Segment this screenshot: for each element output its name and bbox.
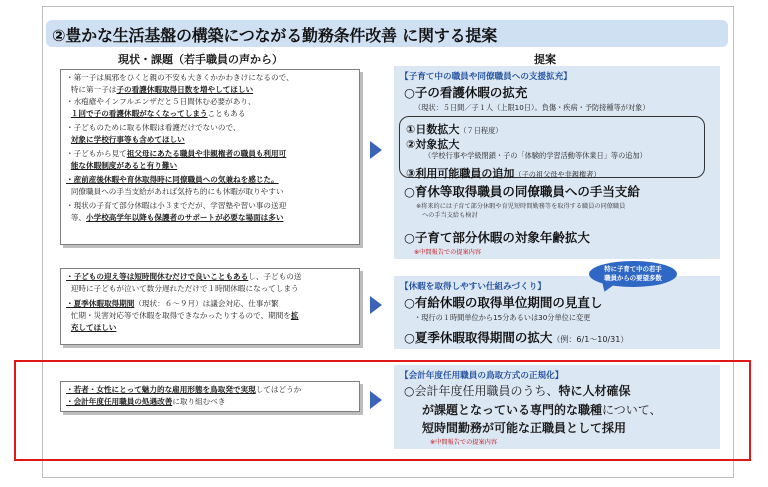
issue-text: ・子どものために取る休暇は看護だけでないので、 bbox=[66, 123, 241, 132]
proposal-item: ○育休等取得職員の同僚職員への手当支給 bbox=[404, 184, 640, 199]
issue-text: 等、 bbox=[70, 213, 87, 222]
proposal-item: ○有給休暇の取得単位期間の見直し bbox=[404, 295, 603, 310]
proposal-item: ○子育て部分休暇の対象年齢拡大 bbox=[404, 230, 590, 245]
issue-text: ・現状の子育て部分休暇は小３までだが、学習塾や習い事の送迎 bbox=[66, 201, 287, 210]
current-issues-box-childcare bbox=[60, 69, 360, 245]
right-column-header: 提案 bbox=[534, 53, 556, 66]
issue-emphasis: 祖父母にあたる職員や非親権者の職員も利用可 bbox=[126, 149, 287, 158]
current-issues-box-leave bbox=[60, 268, 360, 345]
issue-emphasis: １回で子の看護休暇がなくなってしまう bbox=[70, 109, 208, 118]
issue-emphasis: 能な休暇制度があると有り難い bbox=[70, 161, 178, 170]
issue-emphasis: 拡 bbox=[290, 311, 299, 320]
proposal-note: （７日程度） bbox=[459, 126, 503, 135]
proposal-item: ○子の看護休暇の拡充 bbox=[404, 85, 528, 100]
proposal-item: ○夏季休暇取得期間の拡大 bbox=[404, 330, 553, 345]
proposal-header: 【会計年度任用職員の鳥取方式の正規化】 bbox=[400, 371, 564, 381]
proposal-subitem: ③利用可能職員の追加 bbox=[406, 167, 515, 180]
issue-emphasis: 子の看護休暇取得日数を増やしてほしい bbox=[116, 85, 254, 94]
proposal-emphasis: 短時間勤務が可能な正職員として採用 bbox=[422, 421, 627, 435]
callout-text: 職員からの要望多数 bbox=[604, 274, 662, 282]
proposal-note: ・現行の１時間単位から15分あるいは30分単位に変更 bbox=[414, 313, 591, 322]
issue-text: に取り組むべき bbox=[172, 397, 226, 406]
proposal-emphasis: 特に人材確保 bbox=[558, 384, 631, 398]
issue-emphasis: 対象に学校行事等も含めてほしい bbox=[70, 135, 185, 144]
interim-report-note: ※中間報告での提案内容 bbox=[414, 249, 482, 256]
proposal-subitem: ①日数拡大 bbox=[406, 123, 460, 136]
issue-text: 忙期・災害対応等で休暇を取得できなかったりするので、期間を bbox=[70, 311, 291, 320]
proposal-header: 【休暇を取得しやすい仕組みづくり】 bbox=[400, 282, 546, 292]
slide-title: ②豊かな生活基盤の構築につながる勤務条件改善 に関する提案 bbox=[52, 26, 497, 45]
issue-text: し、子どもの送 bbox=[248, 272, 302, 281]
proposal-note: （学校行事や学級閉鎖・子の「体験的学習活動等休業日」等の追加） bbox=[424, 151, 647, 160]
issue-emphasis: ・子どもの迎え等は短時間休むだけで良いこともある bbox=[66, 272, 249, 281]
proposal-emphasis: が課題となっている専門的な職種 bbox=[422, 403, 603, 417]
proposal-text: について、 bbox=[602, 403, 662, 417]
issue-emphasis: ・会計年度任用職員の処遇改善 bbox=[66, 397, 173, 406]
highlight-frame bbox=[14, 360, 751, 461]
proposal-note: （現状：５日間／子１人（上限10日）。負傷・疾病・予防接種等が対象） bbox=[414, 103, 650, 112]
issue-text: してはどうか bbox=[255, 385, 302, 394]
issue-emphasis: ・産前産後休暇や育休取得時に同僚職員への気兼ねを感じた。 bbox=[66, 175, 279, 184]
issue-text: 同僚職員への手当支給があれば気持ち的にも休暇が取りやすい bbox=[70, 187, 284, 196]
issue-text: こともある bbox=[207, 109, 246, 118]
arrow-right-icon bbox=[370, 296, 382, 314]
proposal-subitem: ②対象拡大 bbox=[406, 138, 460, 151]
proposal-header: 【子育て中の職員や同僚職員への支援拡充】 bbox=[400, 72, 572, 82]
issue-text: 迎時に子どもが泣いて数分遅れただけで１時間休暇になってしまう bbox=[70, 284, 299, 293]
issue-text: （現状：６～９月）は議会対応、仕事が繁 bbox=[134, 299, 279, 308]
callout-text: 特に子育て中の若手 bbox=[604, 265, 662, 273]
interim-report-note: ※中間報告での提案内容 bbox=[430, 439, 498, 446]
proposal-note: ※将来的には子育て部分休暇や育児短時間勤務等を取得する職員の同僚職員 bbox=[416, 203, 626, 210]
issue-text: ・水疱瘡やインフルエンザだと５日間休む必要があり、 bbox=[66, 97, 256, 106]
issue-emphasis: ・夏季休暇取得期間 bbox=[66, 299, 135, 308]
arrow-right-icon bbox=[370, 141, 382, 159]
proposal-note: （子の祖父母や非親権者） bbox=[514, 170, 601, 179]
issue-text: ・子どもから見て bbox=[66, 149, 127, 158]
proposal-note: （例：6/1～10/31） bbox=[552, 335, 629, 344]
issue-emphasis: 充してほしい bbox=[70, 323, 117, 332]
proposal-note: への手当支給も検討 bbox=[422, 212, 478, 219]
issue-emphasis: ・若者・女性にとって魅力的な雇用形態を鳥取発で実現 bbox=[66, 385, 256, 394]
issue-emphasis: 小学校高学年以降も保護者のサポートが必要な場面は多い bbox=[86, 213, 284, 222]
left-column-header: 現状・課題（若手職員の声から） bbox=[118, 53, 283, 66]
issue-text: ・第一子は風邪をひくと親の不安も大きくかかわきけになるので、 bbox=[66, 73, 294, 82]
issue-text: 特に第一子は bbox=[70, 85, 117, 94]
proposal-text: ○会計年度任用職員のうち、 bbox=[404, 384, 559, 398]
